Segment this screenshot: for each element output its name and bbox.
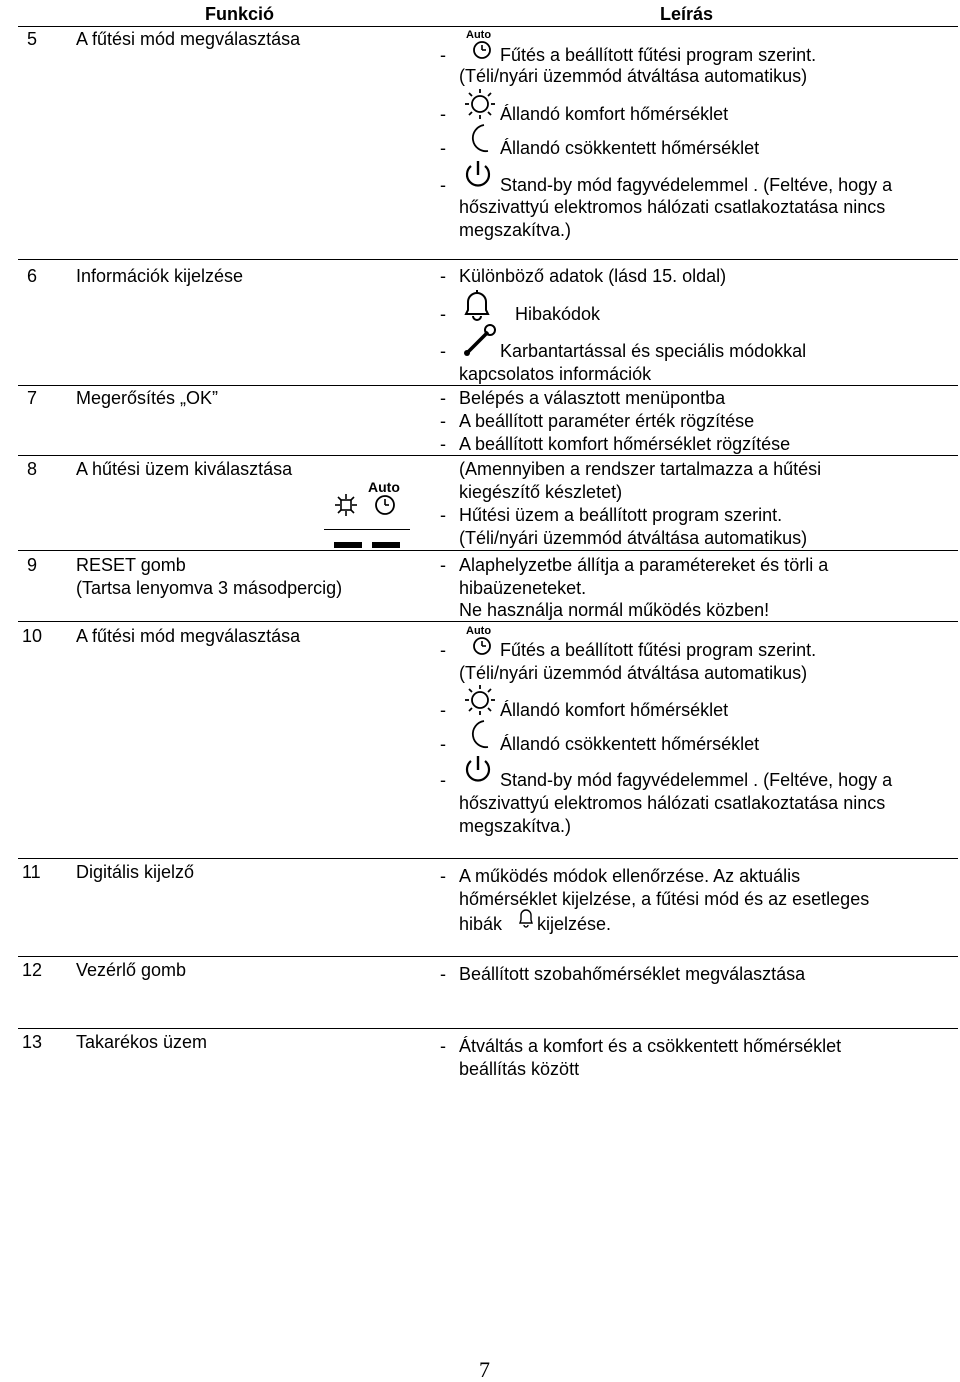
- row-number: 5: [27, 29, 38, 49]
- row-function: Vezérlő gomb: [76, 960, 187, 980]
- divider: [18, 550, 958, 551]
- desc-text: hőszivattyú elektromos hálózati csatlakoztatása nincs: [459, 793, 886, 813]
- dash: -: [440, 505, 446, 525]
- row-function: Megerősítés „OK”: [76, 388, 219, 408]
- desc-text: Állandó komfort hőmérséklet: [500, 700, 729, 720]
- desc-text: Átváltás a komfort és a csökkentett hőmérséklet: [459, 1036, 842, 1056]
- snowflake-sun-icon: [334, 493, 358, 517]
- desc-text: megszakítva.): [459, 816, 572, 836]
- row-function: (Tartsa lenyomva 3 másodpercig): [76, 578, 343, 598]
- row-number: 6: [27, 266, 38, 286]
- desc-text: kiegészítő készletet): [459, 482, 623, 502]
- header-description: Leírás: [660, 4, 714, 24]
- dash: -: [440, 304, 446, 324]
- row-number: 9: [27, 555, 38, 575]
- sun-icon: [462, 88, 498, 120]
- desc-text: Hűtési üzem a beállított program szerint.: [459, 505, 783, 525]
- dash: -: [440, 138, 446, 158]
- dash: -: [440, 266, 446, 286]
- divider: [18, 858, 958, 859]
- divider: [18, 956, 958, 957]
- power-icon: [462, 158, 494, 192]
- desc-text: A beállított paraméter érték rögzítése: [459, 411, 755, 431]
- desc-text: Belépés a választott menüpontba: [459, 388, 726, 408]
- desc-text: (Téli/nyári üzemmód átváltása automatikus): [459, 66, 808, 86]
- bell-icon: [517, 907, 535, 929]
- divider: [18, 455, 958, 456]
- divider: [18, 26, 958, 27]
- divider: [324, 529, 410, 530]
- dash: -: [440, 770, 446, 790]
- desc-text: Fűtés a beállított fűtési program szerint.: [500, 640, 817, 660]
- row-function: A hűtési üzem kiválasztása: [76, 459, 293, 479]
- bell-icon: [460, 288, 494, 324]
- dash: -: [440, 964, 446, 984]
- desc-text: Hibakódok: [515, 304, 601, 324]
- desc-text: Különböző adatok (lásd 15. oldal): [459, 266, 727, 286]
- desc-text: hőmérséklet kijelzése, a fűtési mód és az esetleges: [459, 889, 870, 909]
- power-icon: [462, 753, 494, 787]
- moon-icon: [464, 718, 494, 752]
- divider: [18, 1028, 958, 1029]
- row-function: Takarékos üzem: [76, 1032, 208, 1052]
- row-function: A fűtési mód megválasztása: [76, 29, 301, 49]
- moon-icon: [464, 122, 494, 156]
- wrench-icon: [462, 324, 498, 358]
- indicator-bar: [334, 542, 362, 548]
- desc-text: Karbantartással és speciális módokkal: [500, 341, 807, 361]
- dash: -: [440, 388, 446, 408]
- desc-text: Állandó komfort hőmérséklet: [500, 104, 729, 124]
- dash: -: [440, 341, 446, 361]
- dash: -: [440, 411, 446, 431]
- desc-text: Fűtés a beállított fűtési program szerint.: [500, 45, 817, 65]
- divider: [18, 621, 958, 622]
- desc-text: hibaüzeneteket.: [459, 578, 587, 598]
- desc-text: Stand-by mód fagyvédelemmel . (Feltéve, hogy a: [500, 175, 893, 195]
- row-function: RESET gomb: [76, 555, 186, 575]
- auto-label: Auto: [466, 625, 492, 637]
- clock-icon: [374, 494, 396, 516]
- desc-text: Beállított szobahőmérséklet megválasztása: [459, 964, 806, 984]
- desc-text: Alaphelyzetbe állítja a paramétereket és törli a: [459, 555, 829, 575]
- desc-text: Ne használja normál működés közben!: [459, 600, 770, 620]
- desc-text: Állandó csökkentett hőmérséklet: [500, 734, 760, 754]
- divider: [18, 259, 958, 260]
- desc-text: Állandó csökkentett hőmérséklet: [500, 138, 760, 158]
- dash: -: [440, 555, 446, 575]
- row-function: A fűtési mód megválasztása: [76, 626, 301, 646]
- dash: -: [440, 700, 446, 720]
- desc-text: (Amennyiben a rendszer tartalmazza a hűtési: [459, 459, 822, 479]
- header-function: Funkció: [205, 4, 275, 24]
- dash: -: [440, 104, 446, 124]
- auto-label: Auto: [368, 479, 400, 495]
- dash: -: [440, 45, 446, 65]
- page-number: 7: [479, 1357, 490, 1382]
- desc-text: hibák: [459, 914, 503, 934]
- auto-label: Auto: [466, 29, 492, 41]
- divider: [18, 385, 958, 386]
- row-number: 12: [22, 960, 43, 980]
- desc-text: Stand-by mód fagyvédelemmel . (Feltéve, hogy a: [500, 770, 893, 790]
- row-number: 10: [22, 626, 43, 646]
- dash: -: [440, 1036, 446, 1056]
- dash: -: [440, 434, 446, 454]
- row-function: Információk kijelzése: [76, 266, 244, 286]
- desc-text: kijelzése.: [537, 914, 612, 934]
- row-number: 13: [22, 1032, 43, 1052]
- desc-text: (Téli/nyári üzemmód átváltása automatikus): [459, 663, 808, 683]
- sun-icon: [462, 684, 498, 716]
- desc-text: (Téli/nyári üzemmód átváltása automatikus): [459, 528, 808, 548]
- dash: -: [440, 640, 446, 660]
- desc-text: A működés módok ellenőrzése. Az aktuális: [459, 866, 801, 886]
- row-number: 8: [27, 459, 38, 479]
- desc-text: beállítás között: [459, 1059, 580, 1079]
- row-function: Digitális kijelző: [76, 862, 195, 882]
- desc-text: hőszivattyú elektromos hálózati csatlakoztatása nincs: [459, 197, 886, 217]
- dash: -: [440, 175, 446, 195]
- row-number: 11: [22, 862, 41, 882]
- row-number: 7: [27, 388, 38, 408]
- dash: -: [440, 734, 446, 754]
- desc-text: megszakítva.): [459, 220, 572, 240]
- desc-text: A beállított komfort hőmérséklet rögzítése: [459, 434, 791, 454]
- dash: -: [440, 866, 446, 886]
- desc-text: kapcsolatos információk: [459, 364, 652, 384]
- indicator-bar: [372, 542, 400, 548]
